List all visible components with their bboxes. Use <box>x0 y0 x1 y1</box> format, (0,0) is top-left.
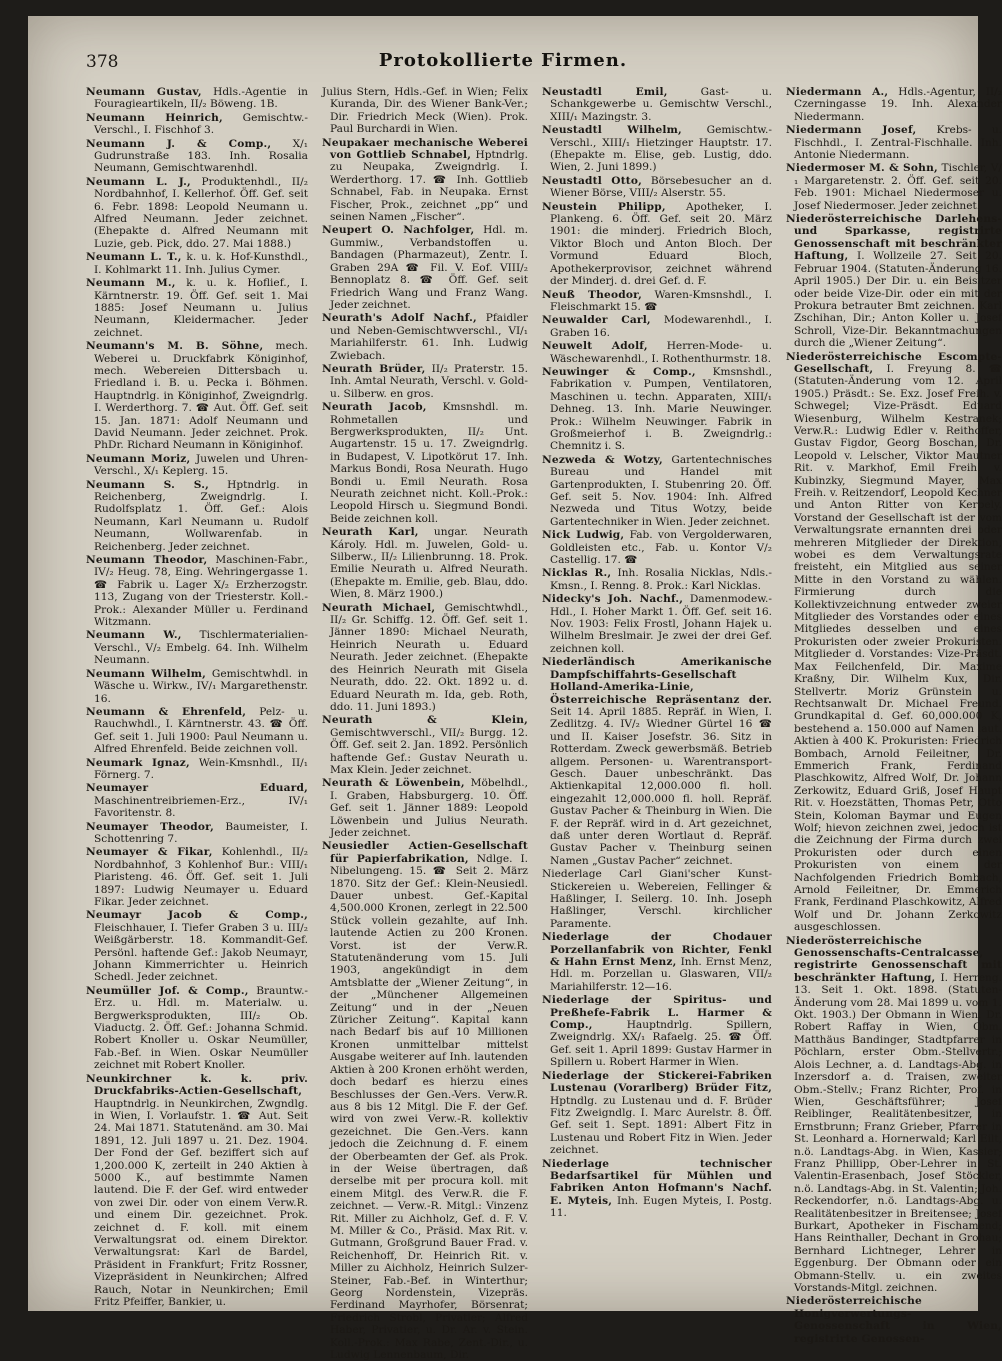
column-4 <box>786 86 1002 1345</box>
firm-name: Neurath Jacob, <box>322 401 427 414</box>
firm-details: Inh. Rosalia Nicklas, Ndls.-Kmsn., I. Renng. 8. Prok.: Karl Nicklas. <box>550 567 773 592</box>
firm-name: Niederländisch Amerikanische Dampfschiffahrts-Gesellschaft Holland-Amerika-Linie, Österreichische Repräsentanz der. <box>542 656 772 706</box>
firm-name: Neumann L. T., <box>86 251 182 264</box>
directory-entry <box>786 124 1002 161</box>
column-2 <box>322 86 529 1361</box>
directory-entry <box>322 401 528 525</box>
firm-details: Fleischhauer, I. Tiefer Graben 3 u. III/₂ Weißgärberstr. 18. Kommandit-Gef. Persönl. haftende Gef.: Jakob Neumayr, Johann Kimmerrichter u. Heinrich Schedl. Jeder zeichnet. <box>94 921 308 984</box>
directory-entry <box>322 86 528 136</box>
directory-entry <box>542 454 772 528</box>
firm-name: Neumann M., <box>86 277 176 290</box>
firm-details: Herren-Mode- u. Wäschewarenhdl., I. Rothenthurmstr. 18. <box>550 340 772 365</box>
firm-name: Neumann Gustav, <box>86 86 202 98</box>
firm-details: Wein-Kmsnhdl., II/₁ Förnerg. 7. <box>94 756 308 781</box>
firm-details: Kohlenhdl., II/₂ Nordbahnhof, 3 Kohlenhof Bur.: VIII/₁ Piaristeng. 46. Öff. Gef. seit 1. Juli 1897: Ludwig Neumayer u. Eduard Fikar. Jeder zeichnet. <box>94 846 309 908</box>
directory-entry <box>322 312 528 362</box>
firm-name: Nick Ludwig, <box>542 529 625 542</box>
directory-entry <box>542 175 772 200</box>
directory-entry <box>86 479 308 553</box>
firm-name: Neuß Theodor, <box>542 288 642 301</box>
directory-entry <box>86 554 308 628</box>
firm-name: Neumann Theodor, <box>86 554 208 567</box>
directory-entry <box>86 138 308 175</box>
firm-details: Hauptndrlg. Spillern, Zweigndrlg. XX/₁ Rafaelg. 25. ☎ Öff. Gef. seit 1. April 1899: Gustav Harmer in Spillern u. Robert Harmer in Wien. <box>550 1019 773 1069</box>
directory-entry <box>86 176 308 250</box>
directory-entry <box>786 935 1002 1295</box>
firm-details: Damenmodew.-Hdl., I. Hoher Markt 1. Öff. Gef. seit 16. Nov. 1903: Felix Frostl, Johann Hajek u. Wilhelm Breslmair. Je zwei der drei Gef. zeichnen koll. <box>550 593 772 655</box>
directory-entry <box>542 340 772 365</box>
firm-details: Seit 14. April 1885. Repräf. in Wien, I. Zedlitzg. 4. IV/₂ Wiedner Gürtel 16 ☎ und II. Kaiser Josefstr. 36. Sitz in Rotterdam. Zweck gewerbsmäß. Betrieb allgem. Personen- u. Warentransport-Gesch. Dauer unbeschränkt. Das Aktienkapital 12,000.000 fl. holl. eingezahlt 12,000.000 fl. holl. Repräf. Gustav Pacher & Theinburg in Wien. Die F. der Repräf. wird in d. Art gezeichnet, daß unter deren Wortlaut d. Repräf. Gustav Pacher v. Theinburg seinen Namen „Gustav Pacher“ zeichnet. <box>550 705 772 867</box>
firm-name: Neumark Ignaz, <box>86 756 190 769</box>
directory-entry <box>86 629 308 666</box>
firm-details: Möbelhdl., I. Graben, Habsburgerg. 10. Öff. Gef. seit 1. Jänner 1889: Leopold Löwenbein und Julius Neurath. Jeder zeichnet. <box>330 777 528 839</box>
firm-details: Juwelen und Uhren-Verschl., X/₁ Keplerg. 15. <box>94 452 308 478</box>
directory-entry <box>322 602 528 714</box>
firm-name: Niederösterreichische Escompte-Gesellschaft, <box>786 350 1002 375</box>
firm-details: Gemischtw.-Verschl., XIII/₁ Hietzinger Hauptstr. 17. (Ehepakte m. Elise, geb. Lustig, ddo. Wien, 2. Juni 1899.) <box>550 124 772 174</box>
firm-name: Neumann Wilhelm, <box>86 667 207 680</box>
directory-entry <box>542 567 772 592</box>
directory-entry <box>86 706 308 756</box>
firm-details: Maschinen-Fabr., IV/₂ Heug. 78, Eing. Wehringergasse 1. ☎ Fabrik u. Lager X/₂ Erzherzogstr. 113, Zugang von der Triesterstr. Koll.-Prok.: Alexander Müller u. Ferdinand Witzmann. <box>94 554 308 629</box>
firm-name: Neumann L. J., <box>86 175 191 188</box>
directory-entry <box>322 224 528 311</box>
directory-entry <box>786 86 1002 123</box>
firm-name: Niederlage der Stickerei-Fabriken Lustenau (Vorarlberg) Brüder Fitz, <box>542 1069 772 1095</box>
directory-entry <box>786 1295 1002 1345</box>
directory-entry <box>542 289 772 314</box>
directory-entry <box>542 314 772 339</box>
firm-details: Brauntw.-Erz. u. Hdl. m. Materialw. u. Bergwerksprodukten, III/₂ Ob. Viaductg. 2. Öff. Gef.: Johanna Schmid. Robert Knoller u. Oskar Neumüller, Fab.-Bef. in Wien. Oskar Neumüller zeichnet mit Robert Knoller. <box>94 984 309 1072</box>
directory-entry <box>322 777 528 839</box>
directory-entry <box>542 366 772 453</box>
firm-details: Maschinentreibriemen-Erz., IV/₁ Favoritenstr. 8. <box>94 794 308 820</box>
directory-entry <box>322 526 528 600</box>
firm-details: Kmsnshdl. m. Rohmetallen und Bergwerksprodukten, II/₂ Unt. Augartenstr. 15 u. 17. Zweigndrlg. in Budapest, V. Lipotkörut 17. Inh. Markus Bondi, Rosa Neurath. Hugo Bondi u. Emil Neurath. Rosa Neurath zeichnet nicht. Koll.-Prok.: Leopold Hirsch u. Siegmund Bondi. Beide zeichnen koll. <box>330 401 528 525</box>
directory-entry <box>86 277 308 339</box>
directory-entry <box>542 868 772 930</box>
firm-details: I. Wollzeile 27. Seit 20. Februar 1904. (Statuten-Änderung 16. April 1905.) Der Dir. u. ein Beisitzer oder beide Vize-Dir. oder ein mit der Prokura betrauter Bmt zeichnen. Karl Zschihan, Dir.; Anton Koller u. Josef Schroll, Vize-Dir. Bekanntmachungen durch die „Wiener Zeitung“. <box>794 250 1002 350</box>
firm-details: Hdl. m. Gummiw., Verbandstoffen u. Bandagen (Pharmazeut), Zentr. I. Graben 29A ☎ Fil. V. Eof. VIII/₂ Bennoplatz 8. ☎ Öff. Gef. seit Friedrich Wang und Franz Wang. Jeder zeichnet. <box>330 224 528 311</box>
directory-entry <box>86 251 308 276</box>
directory-entry <box>86 821 308 846</box>
firm-name: Neumayer & Fikar, <box>86 846 213 859</box>
directory-entry <box>86 112 308 137</box>
firm-details: Ndlge. I. Nibelungeng. 15. ☎ Seit 2. März 1870. Sitz der Gef.: Klein-Neusiedl. Dauer unbest. Gef.-Kapital 4,500.000 Kronen, zerlegt in 22.500 Stück vollein gezahlte, auf Inh. lautende Actien zu 200 Kronen. Vorst. ist der Verw.R. Statutenänderung vom 15. Juli 1903, angekündigt in dem Amtsblatte der „Wiener Zeitung“, in der „Münchener Allgemeinen Zeitung“ und in der „Neuen Züricher Zeitung“. Kapital kann nach Bedarf bis auf 10 Millionen Kronen unmittelbar mittelst Ausgabe weiterer auf Inh. lautenden Aktien à 200 Kronen erhöht werden, doch bedarf es hierzu eines Beschlusses der Gen.-Vers. Verw.R. aus 8 bis 12 Mitgl. Die F. der Gef. wird von zwei Verw.-R. kollektiv gezeichnet. Die Gen.-Vers. kann jedoch die Zeichnung d. F. einem der Oberbeamten der Gef. als Prok. in der Weise übertragen, daß derselbe mit per procura koll. mit einem Mitgl. des Verw.R. die F. zeichnet. — Verw.-R. Mitgl.: Vinzenz Rit. Miller zu Aichholz, Gef. d. F. V. M. Miller & Co., Präsid. Max Rit. v. Gutmann, Großgrund Bauer Frad. v. Reichenhoff, Dr. Heinrich Rit. v. Miller zu Aichholz, Heinrich Sulzer-Steiner, Fab.-Bef. in Winterthur; Georg Nordenstein, Vizepräs. Ferdinand Mayrhofer, Börsenrat; Friedrich Strobl, Privatier; Alfred Haber, Privatier, u. Dr. Ar. v. Stein. Koll.-Prok.: Max Rabe, Zent.-Dir., u. Ludwig Lennenbaum, Dir. <box>330 852 528 1361</box>
firm-name: Neumann J. & Comp., <box>86 137 272 150</box>
firm-details: Hptndrlg. in Reichenberg, Zweigndrlg. I. Rudolfsplatz 1. Öff. Gef.: Alois Neumann, Karl Neumann u. Rudolf Neumann, Wollwarenfab. in Reichenberg. Jeder zeichnet. <box>94 478 309 553</box>
firm-details: Hptndlg. zu Lustenau und d. F. Brüder Fitz Zweigndlg. I. Marc Aurelstr. 8. Öff. Gef. seit 1. Sept. 1891: Albert Fitz in Lustenau und Robert Fitz in Wien. Jeder zeichnet. <box>550 1094 772 1157</box>
directory-entry <box>86 757 308 782</box>
firm-name: Neurath & Klein, <box>322 714 528 727</box>
firm-name: Neurath Brüder, <box>322 362 426 375</box>
directory-entry <box>322 714 528 776</box>
firm-name: Neustadtl Emil, <box>542 86 668 98</box>
firm-name: Neustadtl Wilhelm, <box>542 124 682 137</box>
directory-entry <box>542 529 772 566</box>
firm-name: Niedermann Josef, <box>786 124 917 137</box>
directory-entry <box>542 86 772 123</box>
firm-name: Neurath's Adolf Nachf., <box>322 312 477 325</box>
directory-entry <box>86 782 308 819</box>
directory-entry <box>542 124 772 174</box>
firm-details: Krebs- u. Fischhdl., I. Zentral-Fischhalle. Inh. Antonie Niedermann. <box>794 124 1002 162</box>
firm-name: Neumayer Theodor, <box>86 820 215 833</box>
firm-details: Tischler, V/₁ Margaretenstr. 2. Öff. Gef. seit 20. Feb. 1901: Michael Niedermoser u. Josef Niedermoser. Jeder zeichnet. <box>794 162 1002 212</box>
firm-name: Neurath & Löwenbein, <box>322 777 465 790</box>
directory-entry <box>86 846 308 908</box>
firm-name: Neustadtl Otto, <box>542 174 643 187</box>
page-number: 378 <box>86 52 119 72</box>
directory-entry <box>542 656 772 867</box>
firm-name: Niederlage der Chodauer Porzellanfabrik von Richter, Fenkl & Hahn Ernst Menz, <box>542 931 772 969</box>
firm-name: Neunkirchner k. k. priv. Druckfabriks-Actien-Gesellschaft, <box>86 1072 308 1098</box>
firm-details: ungar. Neurath Károly. Hdl. m. Juwelen, Gold- u. Silberw., II/₂ Lilienbrunng. 18. Prok. Emilie Neurath u. Alfred Neurath. (Ehepakte m. Emilie, geb. Blau, ddo. Wien, 8. März 1900.) <box>330 526 528 601</box>
firm-details: Produktenhdl., II/₂ Nordbahnhof, I. Kellerhof. Öff. Gef. seit 6. Febr. 1898: Leopold Neumann u. Alfred Neumann. Jeder zeichnet. (Ehepakte d. Alfred Neumann mit Luzie, geb. Pick, ddo. 27. Mai 1888.) <box>94 175 308 250</box>
column-1 <box>86 86 308 1306</box>
firm-details: Börsebesucher an d. Wiener Börse, VIII/₂ Alserstr. 55. <box>550 174 772 200</box>
firm-details: Kmsnshdl., Fabrikation v. Pumpen, Ventilatoren, Maschinen u. techn. Apparaten, XIII/₁ Dehneg. 13. Inh. Marie Neuwinger. Prok.: Wilhelm Neuwinger. Fabrik in Großmeierhof i. B. Zweigndrlg.: Chemnitz i. S. <box>550 365 772 453</box>
firm-name: Niederösterreichische Honigverwertungs-Genossenschaft in Wien, registrirte Genossen- <box>786 1295 1002 1345</box>
directory-entry <box>786 351 1002 934</box>
firm-details: Inh. Eugen Myteis, I. Postg. 11. <box>550 1194 772 1220</box>
firm-name: Neurath Karl, <box>322 526 419 539</box>
directory-entry <box>786 162 1002 212</box>
firm-name: Niederösterreichische Darlehens- und Sparkasse, registrirte Genossenschaft mit beschränkter Haftung, <box>786 213 1002 263</box>
firm-name: Neumann Heinrich, <box>86 111 223 124</box>
directory-entry <box>86 340 308 452</box>
page-title: Protokollierte Firmen. <box>378 50 628 71</box>
firm-details: Pelz- u. Rauchwhdl., I. Kärntnerstr. 43. ☎ Öff. Gef. seit 1. Juli 1900: Paul Neumann u. Alfred Ehrenfeld. Beide zeichnen voll. <box>94 705 309 756</box>
firm-name: Neumann Moriz, <box>86 452 191 465</box>
firm-details: Gemischtwverschl., VII/₂ Burgg. 12. Öff. Gef. seit 2. Jan. 1892. Persönlich haftende Gef.: Gustav Neurath u. Max Klein. Jeder zeichnet. <box>330 726 528 776</box>
firm-details: Gast- u. Schankgewerbe u. Gemischtw Verschl., XIII/₁ Mazingstr. 3. <box>550 86 772 123</box>
firm-details: Gemischtw.-Verschl., I. Fischhof 3. <box>94 111 308 137</box>
firm-details: Gemischtwhdl. in Wäsche u. Wirkw., IV/₁ Margarethenstr. 16. <box>94 667 308 705</box>
directory-entry <box>86 453 308 478</box>
firm-details: mech. Weberei u. Druckfabrk Königinhof, mech. Webereien Dittersbach u. Friedland i. B. u. Pecka i. Böhmen. Hauptndrlg. in Königinhof, Zweigndrlg. I. Werderthorg. 7. ☎ Aut. Öff. Gef. seit 15. Jan. 1871: Adolf Neumann und David Neumann. Jeder zeichnet. Prok. PhDr. Richard Neumann in Königinhof. <box>94 340 308 452</box>
firm-name: Neumann W., <box>86 629 182 642</box>
firm-name: Neupakaer mechanische Weberei von Gottlieb Schnabel, <box>322 136 528 162</box>
firm-details: Apotheker, I. Plankeng. 6. Öff. Gef. seit 20. März 1901: die minderj. Friedrich Bloch, Viktor Bloch und Anton Bloch. Der Vormund Eduard Bloch, Apothekerprovisor, zeichnet während der Minderj. d. drei Gef. d. F. <box>550 200 772 288</box>
firm-name: Neuwinger & Comp., <box>542 365 696 378</box>
directory-entry <box>86 86 308 111</box>
directory-entry <box>542 1158 772 1220</box>
directory-entry <box>86 668 308 705</box>
directory-entry <box>322 137 528 224</box>
firm-name: Neumayer Eduard, <box>86 782 308 795</box>
firm-details: Hdls.-Agentur, II/₂ Czerningasse 19. Inh. Alexander Niedermann. <box>794 86 1002 123</box>
directory-entry <box>542 931 772 993</box>
firm-details: Pfaidler und Neben-Gemischtwverschl., VI/₁ Mariahilferstr. 61. Inh. Ludwig Zwiebach. <box>330 312 528 362</box>
firm-details: Baumeister, I. Schottenring 7. <box>94 820 308 845</box>
firm-details: Niederlage Carl Giani'scher Kunst-Stickereien u. Webereien, Fellinger & Haßlinger, I. Seilerg. 10. Inh. Joseph Haßlinger, Verschl. kirchlicher Paramente. <box>542 868 772 930</box>
firm-details: Hdls.-Agentie in Fouragieartikeln, II/₂ Böweng. 1B. <box>94 86 308 111</box>
firm-name: Neusiedler Actien-Gesellschaft für Papierfabrikation, <box>322 840 528 865</box>
firm-details: Hptndrlg. zu Neupaka, Zweigndrlg. I. Werderthorg. 17. ☎ Inh. Gottlieb Schnabel, Fab. in Neupaka. Ernst Fischer, Prok., zeichnet „pp“ und seinen Namen „Fischer“. <box>330 149 528 224</box>
firm-name: Neuwelt Adolf, <box>542 340 648 353</box>
document-page <box>28 16 1002 1361</box>
firm-details: Gemischtwhdl., II/₂ Gr. Schiffg. 12. Öff. Gef. seit 1. Jänner 1890: Michael Neurath, Heinrich Neurath u. Eduard Neurath. Jeder zeichnet. (Ehepakte des Heinrich Neurath mit Gisela Neurath, ddo. 22. Okt. 1892 u. d. Eduard Neurath m. Ida, geb. Roth, ddo. 11. Juni 1893.) <box>330 601 529 713</box>
firm-details: Modewarenhdl., I. Graben 16. <box>550 314 772 339</box>
directory-entry <box>86 909 308 983</box>
firm-details: Gartentechnisches Bureau und Handel mit Gartenprodukten, I. Stubenring 20. Öff. Gef. seit 5. Nov. 1904: Inh. Alfred Nezweda und Titus Wotzy, beide Gartentechniker in Wien. Jeder zeichnet. <box>550 453 772 528</box>
firm-details: Inh. Ernst Menz, Hdl. m. Porzellan u. Glaswaren, VII/₂ Mariahilferstr. 12—16. <box>550 956 772 993</box>
firm-details: k. u. k. Hoflief., I. Kärntnerstr. 19. Öff. Gef. seit 1. Mai 1885: Josef Neumann u. Julius Neumann, Kleidermacher. Jeder zeichnet. <box>94 277 308 339</box>
firm-name: Niederlage technischer Bedarfsartikel für Mühlen und Fabriken Anton Hofmann's Nachf. E. Myteis, <box>542 1157 772 1207</box>
firm-details: I. Freyung 8. ☎ (Statuten-Änderung vom 12. April 1905.) Präsdt.: Se. Exz. Josef Freih. v. Schwegel; Vize-Präsdt. Eduard Wiesenburg, Wilhelm Kestranek; Verw.R.: Ludwig Edler v. Reithoffer, Gustav Figdor, Georg Boschan, Dr. Leopold v. Lelscher, Viktor Mautner Rit. v. Markhof, Emil Freih. v. Kubinzky, Siegmund Mayer, Max Freih. v. Reitzendorf, Leopold Kechner und Anton Ritter von Kerpely. Vorstand der Gesellschaft ist der vom Verwaltungsrate ernannten drei oder mehreren Mitglieder der Direktion, wobei es dem Verwaltungsrate freisteht, ein Mitglied aus seiner Mitte in den Vorstand zu wählen. Firmierung durch die Kollektivzeichnung entweder zweier Mitglieder des Vorstandes oder eines Mitgliedes desselben und eines Prokuristen oder zweier Prokuristen. Mitglieder d. Vorstandes: Vize-Präsdt. Max Feilchenfeld, Dir. Maxime Kraßny, Dir. Wilhelm Kux, Dir. Stellvertr. Moriz Grünstein u. Rechtsanwalt Dr. Michael Freund. Grundkapital d. Gef. 60,000.000 K, bestehend a. 150.000 auf Namen laut. Aktien à 400 K. Prokuristen: Friedrich Bombach, Arnold Feileitner, Dr. Emmerich Frank, Ferdinand Plaschkowitz, Alfred Wolf, Dr. Johann Zerkowitz, Eduard Griß, Josef Haupt Rit. v. Hoezstätten, Thomas Petr, Otto Stein, Koloman Baymar und Eugen Wolf; hievon zeichnen zwei, jedoch ist die Zeichnung der Firma durch zwei Prokuristen oder durch einen Prokuristen von einem der Nachfolgenden Friedrich Bombach, Arnold Feileitner, Dr. Emmerich Frank, Ferdinand Plaschkowitz, Alfred Wolf und Dr. Johann Zerkowitz ausgeschlossen. <box>794 362 1002 934</box>
directory-entry <box>86 985 308 1072</box>
firm-details: I. Herreng. 13. Seit 1. Okt. 1898. (Statuten-Änderung vom 28. Mai 1899 u. vom 1. Okt. 1903.) Der Obmann in Wien. Dr. Robert Raffay in Wien, Obm. Matthäus Bandinger, Stadtpfarrer in Pöchlarn, erster Obm.-Stellvertr.; Alois Lechner, a. d. Landtags-Abg. in Inzersdorf a. d. Traisen, zweiter Obm.-Stellv.; Franz Richter, Prof. in Wien, Geschäftsführer; Josef Reiblinger, Realitätenbesitzer, in Ernstbrunn; Franz Grieber, Pfarrer in St. Leonhard a. Hornerwald; Karl Eilt, n.ö. Landtags-Abg. in Wien, Kassier; Franz Phillipp, Ober-Lehrer in St. Valentin-Erasenbach, Josef Stöckler, n.ö. Landtags-Abg. in St. Valentin; Joh. Reckendorfer, n.ö. Landtags-Abg. u. Realitätenbesitzer in Breitensee; Josef Burkart, Apotheker in Fischamend; Hans Reinthaller, Dechant in Grohau; Bernhard Lichtneger, Lehrer in Eggenburg. Der Obmann oder ein Obmann-Stellv. u. ein zweites Vorstands-Mitgl. zeichnen. <box>794 971 1002 1294</box>
directory-entry <box>542 593 772 655</box>
firm-name: Niedermann A., <box>786 86 889 98</box>
firm-details: Julius Stern, Hdls.-Gef. in Wien; Felix Kuranda, Dir. des Wiener Bank-Ver.; Dir. Friedrich Meck (Wien). Prok. Paul Burchardi in Wien. <box>322 86 528 136</box>
firm-details: Hauptndrlg. in Neunkirchen, Zwgndlg. in Wien, I. Vorlaufstr. 1. ☎ Aut. Seit 24. Mai 1871. Statutenänd. am 30. Mai 1891, 12. Juli 1897 u. 21. Dez. 1904. Der Fond der Gef. beziffert sich auf 1,200.000 K, zerteilt in 240 Aktien à 5000 K., auf bestimmte Namen lautend. Die F. der Gef. wird entweder von zwei Dir. oder von einem Verw.R. und einem Dir. gezeichnet. Prok. zeichnet d. F. koll. mit einem Verwaltungsrat od. einem Direktor. Verwaltungsrat: Karl de Bardel, Präsident in Frankfurt; Fritz Rossner, Vizepräsident in Neunkirchen; Alfred Rauch, Notar in Neunkirchen; Emil Fritz Pfeiffer, Bankier, u. <box>94 1097 308 1308</box>
column-3 <box>542 86 772 1306</box>
directory-entry <box>786 213 1002 349</box>
firm-name: Nidecky's Joh. Nachf., <box>542 593 684 606</box>
firm-name: Neustein Philipp, <box>542 200 666 213</box>
directory-entry <box>86 1073 308 1309</box>
firm-details: k. u. k. Hof-Kunsthdl., I. Kohlmarkt 11. Inh. Julius Cymer. <box>94 251 309 276</box>
firm-details: Waren-Kmsnshdl., I. Fleischmarkt 15. ☎ <box>550 288 772 313</box>
firm-name: Niedermoser M. & Sohn, <box>786 162 938 175</box>
firm-name: Neupert O. Nachfolger, <box>322 224 475 237</box>
firm-details: Fab. von Vergolderwaren, Goldleisten etc., Fab. u. Kontor V/₂ Castellig. 17. ☎ <box>550 529 772 567</box>
directory-entry <box>542 201 772 288</box>
firm-name: Neumann S. S., <box>86 478 209 491</box>
firm-details: II/₂ Praterstr. 15. Inh. Amtal Neurath, Verschl. v. Gold- u. Silberw. en gros. <box>330 362 528 400</box>
firm-name: Nezweda & Wotzy, <box>542 453 663 466</box>
firm-name: Niederösterreichische Genossenschafts-Centralcasse, registrirte Genossenschaft mit beschränkter Haftung, <box>786 934 1002 984</box>
firm-details: Tischlermaterialien-Verschl., V/₂ Embelg. 64. Inh. Wilhelm Neumann. <box>94 629 308 667</box>
firm-name: Neumann & Ehrenfeld, <box>86 705 247 718</box>
firm-name: Niederlage der Spiritus- und Preßhefe-Fabrik L. Harmer & Comp., <box>542 994 772 1032</box>
firm-name: Neurath Michael, <box>322 601 436 614</box>
firm-name: Neuwalder Carl, <box>542 314 651 327</box>
directory-entry <box>542 994 772 1068</box>
directory-entry <box>322 363 528 400</box>
directory-entry <box>542 1070 772 1157</box>
firm-name: Neumayr Jacob & Comp., <box>86 909 308 922</box>
firm-name: Neumüller Jof. & Comp., <box>86 984 249 997</box>
firm-name: Nicklas R., <box>542 567 612 580</box>
firm-name: Neumann's M. B. Söhne, <box>86 340 264 353</box>
directory-entry <box>322 840 528 1361</box>
firm-details: X/₁ Gudrunstraße 183. Inh. Rosalia Neumann, Gemischtwarenhdl. <box>94 137 308 175</box>
